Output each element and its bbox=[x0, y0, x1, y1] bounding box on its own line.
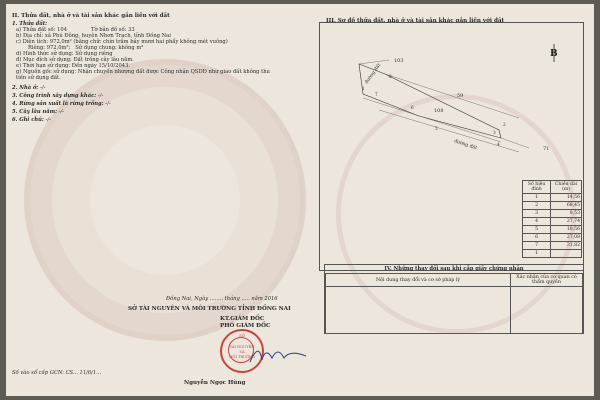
private-use: Riêng: 972,0m²; bbox=[28, 45, 71, 51]
vertex-len: 27,74 bbox=[551, 218, 582, 226]
construction-line bbox=[12, 93, 103, 99]
address-label: b) Địa chỉ: bbox=[16, 33, 44, 39]
table-row bbox=[523, 194, 582, 202]
vertex-no: 3 bbox=[523, 210, 551, 218]
vertex-8: 8 bbox=[389, 74, 392, 79]
land-heading: 1. Thửa đất: bbox=[12, 21, 48, 27]
map-label-road-1: đường đất bbox=[364, 62, 383, 86]
date-month-label: tháng bbox=[224, 296, 240, 302]
shared-use: Sử dụng chung: không m² bbox=[75, 45, 144, 51]
area-value: 972,0m² (bằng chữ: chín trăm bảy mươi hai phẩy không mét vuông) bbox=[49, 39, 228, 45]
road-edge-1 bbox=[363, 98, 501, 142]
col-length-header: Chiều dài (m) bbox=[551, 181, 582, 194]
signature-image bbox=[246, 344, 316, 366]
issue-number-label: Số vào sổ cấp GCN: CS... bbox=[12, 370, 78, 376]
map-label-103: 103 bbox=[394, 58, 404, 64]
vertex-len: 31,82 bbox=[551, 242, 582, 250]
map-label-road-2: đường đất bbox=[453, 139, 478, 152]
vertex-len: 27,08 bbox=[551, 234, 582, 242]
changes-header-row bbox=[326, 274, 583, 287]
signing-date: Đồng Nai, Ngày ........ tháng ..... năm 2016 bbox=[166, 296, 278, 302]
north-arrow-icon bbox=[550, 44, 558, 62]
table-row bbox=[523, 218, 582, 226]
use-form-value: Sử dụng riêng bbox=[75, 51, 113, 57]
changes-content-header: Nội dung thay đổi và cơ sở pháp lý bbox=[326, 274, 511, 287]
map-label-59: 59 bbox=[457, 93, 464, 99]
certificate-page bbox=[6, 4, 594, 396]
construction-label: 3. Công trình xây dựng khác: bbox=[12, 93, 97, 99]
stamp-text-mid: TÀI NGUYÊN bbox=[229, 345, 255, 349]
parcel-outline bbox=[359, 64, 501, 138]
issuing-authority: SỞ TÀI NGUYÊN VÀ MÔI TRƯỜNG TỈNH ĐỒNG NAI bbox=[128, 306, 291, 312]
changes-empty-row bbox=[326, 287, 583, 334]
vertex-no: 5 bbox=[523, 226, 551, 234]
neighbor-boundary-71 bbox=[501, 138, 529, 148]
origin-value-2: tiền sử dụng đất. bbox=[16, 75, 61, 81]
issue-number-value: 11/6/1... bbox=[79, 370, 102, 376]
vertex-no: 6 bbox=[523, 234, 551, 242]
issue-number-line bbox=[12, 370, 101, 376]
table-row bbox=[523, 250, 582, 258]
kt-director: KT.GIÁM ĐỐC bbox=[220, 316, 265, 322]
purpose-label: đ) Mục đích sử dụng: bbox=[16, 57, 72, 63]
vertex-4: 4 bbox=[497, 142, 500, 147]
parcel-map bbox=[319, 22, 582, 182]
notes-value: -/- bbox=[45, 117, 51, 123]
vertex-no: 1 bbox=[523, 250, 551, 258]
vertex-len bbox=[551, 250, 582, 258]
vertex-len: 14,56 bbox=[551, 194, 582, 202]
house-line bbox=[12, 85, 45, 91]
vertex-len: 68,45 bbox=[551, 202, 582, 210]
changes-confirm-header: Xác nhận của cơ quan có thẩm quyền bbox=[511, 274, 583, 287]
north-symbol: B bbox=[550, 49, 558, 59]
vertex-no: 4 bbox=[523, 218, 551, 226]
vertex-no: 2 bbox=[523, 202, 551, 210]
vertex-1: 1 bbox=[362, 86, 365, 91]
map-label-108: 108 bbox=[434, 108, 444, 114]
parcel-label: a) Thửa đất số: bbox=[16, 27, 56, 33]
changes-table bbox=[325, 273, 583, 334]
vertex-2: 2 bbox=[503, 122, 506, 127]
perennial-label: 5. Cây lâu năm: bbox=[12, 109, 57, 115]
signer-name: Nguyễn Ngọc Hùng bbox=[184, 380, 246, 386]
forest-line bbox=[12, 101, 111, 107]
origin-label: g) Nguồn gốc sử dụng: bbox=[16, 69, 77, 75]
table-row bbox=[523, 242, 582, 250]
col-vertex-header: Số hiệu đỉnh bbox=[523, 181, 551, 194]
neighbor-boundary-103 bbox=[359, 60, 389, 64]
origin-value-1: Nhận chuyển nhượng đất được Công nhận QSDĐ như giao đất không thu bbox=[77, 69, 270, 75]
stamp-text-bottom: MÔI TRƯỜNG bbox=[228, 355, 256, 359]
house-label: 2. Nhà ở: bbox=[12, 85, 39, 91]
stamp-text-top: SỞ bbox=[239, 334, 245, 338]
map-sheet-label: Tờ bản đồ số: bbox=[91, 27, 127, 33]
map-sheet-no: 33 bbox=[128, 27, 135, 33]
vertex-6: 6 bbox=[411, 105, 414, 110]
notes-line bbox=[12, 117, 51, 123]
stamp-text-mid2: VÀ bbox=[239, 350, 245, 354]
section-3-title: III. Sơ đồ thửa đất, nhà ở và tài sản khác gắn liền với đất bbox=[326, 18, 505, 24]
vertex-len: 8,53 bbox=[551, 210, 582, 218]
area-label: c) Diện tích: bbox=[16, 39, 49, 45]
perennial-value: -/- bbox=[58, 109, 65, 115]
notes-label: 6. Ghi chú: bbox=[12, 117, 44, 123]
vertex-no: 7 bbox=[523, 242, 551, 250]
date-prefix: Đồng Nai, Ngày bbox=[166, 296, 209, 302]
vertex-5: 5 bbox=[435, 126, 438, 131]
term-label: e) Thời hạn sử dụng: bbox=[16, 63, 71, 69]
forest-value: -/- bbox=[105, 101, 111, 107]
address-value: xã Phú Đông, huyện Nhơn Trạch, tỉnh Đồng Nai bbox=[44, 33, 171, 39]
table-row bbox=[523, 202, 582, 210]
deputy-director: PHÓ GIÁM ĐỐC bbox=[220, 323, 271, 329]
perennial-line bbox=[12, 109, 64, 115]
table-row bbox=[523, 234, 582, 242]
table-row bbox=[523, 210, 582, 218]
date-year: năm 2016 bbox=[251, 296, 278, 302]
section-2-title: II. Thửa đất, nhà ở và tài sản khác gắn liền với đất bbox=[12, 13, 170, 19]
table-header-row bbox=[523, 181, 582, 194]
parcel-no: 104 bbox=[57, 27, 68, 33]
changes-section bbox=[324, 264, 584, 334]
vertex-3: 3 bbox=[493, 130, 496, 135]
vertex-7: 7 bbox=[375, 92, 378, 97]
vertex-no: 1 bbox=[523, 194, 551, 202]
purpose-value: Đất trồng cây lâu năm. bbox=[73, 57, 134, 63]
house-value: -/- bbox=[40, 85, 46, 91]
term-value: Đến ngày 15/10/2043. bbox=[71, 63, 131, 69]
forest-label: 4. Rừng sản xuất là rừng trồng: bbox=[12, 101, 104, 107]
map-label-71: 71 bbox=[543, 146, 550, 152]
use-form-label: d) Hình thức sử dụng: bbox=[16, 51, 74, 57]
vertex-len: 18,56 bbox=[551, 226, 582, 234]
section-4-title: IV. Những thay đổi sau khi cấp giấy chứng nhận bbox=[384, 266, 524, 272]
table-row bbox=[523, 226, 582, 234]
construction-value: -/- bbox=[97, 93, 104, 99]
vertex-length-table bbox=[522, 180, 582, 258]
